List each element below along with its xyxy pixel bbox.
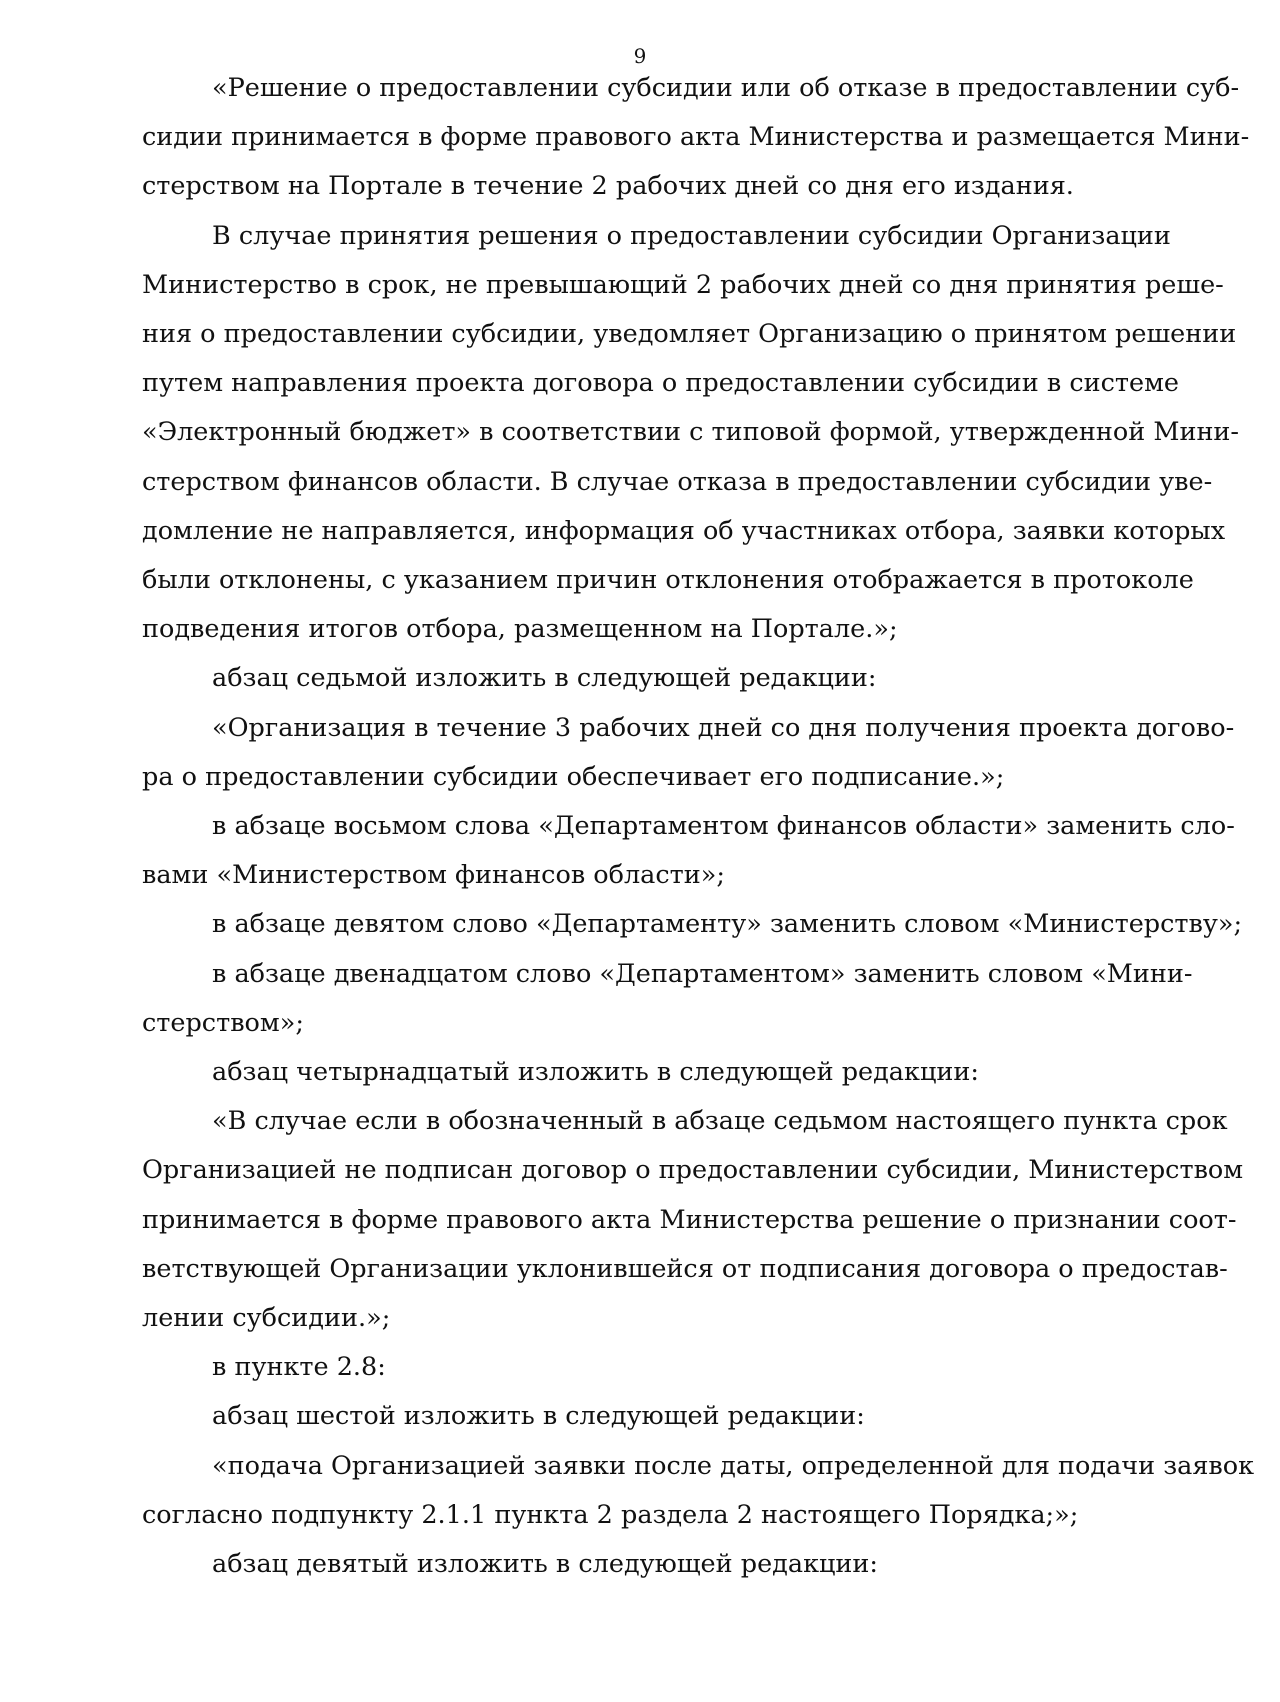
text-line: согласно подпункту 2.1.1 пункта 2 раздела 2 настоящего Порядка;»;: [142, 1499, 1079, 1530]
text-line: были отклонены, с указанием причин отклонения отображается в протоколе: [142, 565, 1194, 596]
text-line: абзац девятый изложить в следующей редакции:: [212, 1549, 878, 1580]
page-number: 9: [633, 44, 647, 68]
paragraph: [142, 1097, 1244, 1343]
text-line: стерством на Портале в течение 2 рабочих дней со дня его издания.: [142, 171, 1074, 202]
text-line: «В случае если в обозначенный в абзаце седьмом настоящего пункта срок: [212, 1106, 1228, 1137]
text-line: «Организация в течение 3 рабочих дней со дня получения проекта догово-: [212, 712, 1235, 743]
paragraph: [142, 212, 1240, 655]
text-line: «Решение о предоставлении субсидии или об отказе в предоставлении суб-: [212, 73, 1240, 103]
text-line: в пункте 2.8:: [212, 1352, 386, 1383]
paragraph: [142, 64, 1250, 212]
text-line: вами «Министерством финансов области»;: [142, 860, 725, 891]
text-line: сидии принимается в форме правового акта Министерства и размещается Мини-: [142, 122, 1250, 153]
text-line: абзац седьмой изложить в следующей редакции:: [212, 663, 877, 694]
paragraph: [142, 1540, 1144, 1589]
paragraph: [142, 1343, 1144, 1392]
paragraph: [142, 1392, 1144, 1441]
text-line: стерством»;: [142, 1007, 304, 1038]
text-line: домление не направляется, информация об участниках отбора, заявки которых: [142, 515, 1226, 546]
text-line: путем направления проекта договора о предоставлении субсидии в системе: [142, 368, 1180, 399]
text-line: Организацией не подписан договор о предоставлении субсидии, Министерством: [142, 1155, 1244, 1186]
text-line: в абзаце девятом слово «Департаменту» заменить словом «Министерству»;: [212, 909, 1243, 940]
text-line: «подача Организацией заявки после даты, определенной для подачи заявок: [212, 1450, 1255, 1481]
document-body: [142, 64, 1255, 1589]
text-line: абзац шестой изложить в следующей редакции:: [212, 1401, 865, 1432]
text-line: «Электронный бюджет» в соответствии с типовой формой, утвержденной Мини-: [142, 417, 1240, 448]
text-line: ветствующей Организации уклонившейся от подписания договора о предостав-: [142, 1253, 1228, 1284]
text-line: лении субсидии.»;: [142, 1303, 391, 1334]
paragraph: [142, 1048, 1144, 1097]
text-line: ния о предоставлении субсидии, уведомляет Организацию о принятом решении: [142, 319, 1237, 350]
text-line: В случае принятия решения о предоставлении субсидии Организации: [212, 220, 1171, 251]
text-line: в абзаце двенадцатом слово «Департаментом» заменить словом «Мини-: [212, 958, 1193, 989]
paragraph: [142, 1442, 1255, 1540]
text-line: Министерство в срок, не превышающий 2 рабочих дней со дня принятия реше-: [142, 269, 1224, 300]
text-line: в абзаце восьмом слова «Департаментом финансов области» заменить сло-: [212, 811, 1235, 842]
paragraph: [142, 654, 1144, 703]
text-line: принимается в форме правового акта Министерства решение о признании соот-: [142, 1204, 1237, 1235]
paragraph: [142, 802, 1235, 900]
paragraph: [142, 704, 1235, 802]
paragraph: [142, 950, 1193, 1048]
paragraph: [142, 900, 1243, 949]
text-line: стерством финансов области. В случае отказа в предоставлении субсидии уве-: [142, 466, 1213, 497]
text-line: ра о предоставлении субсидии обеспечивает его подписание.»;: [142, 761, 1005, 792]
text-line: абзац четырнадцатый изложить в следующей редакции:: [212, 1057, 979, 1088]
text-line: подведения итогов отбора, размещенном на Портале.»;: [142, 614, 898, 645]
